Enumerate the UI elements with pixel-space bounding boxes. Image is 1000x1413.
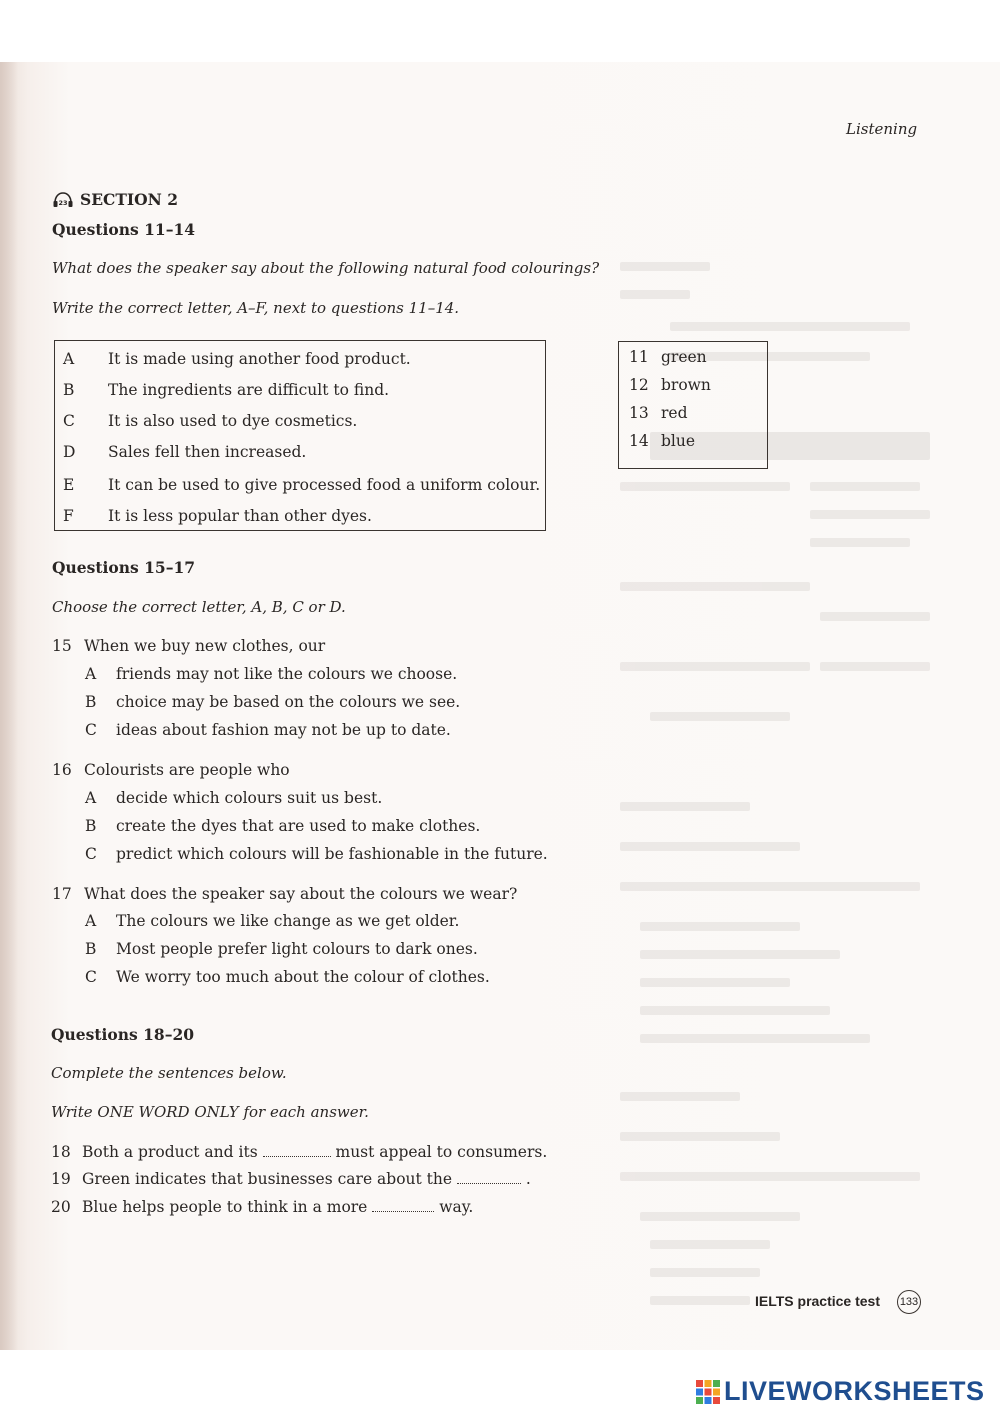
brand-name: LIVEWORKSHEETS: [724, 1376, 985, 1406]
choice-letter: B: [85, 940, 97, 958]
sentence-end: .: [521, 1170, 531, 1188]
choice-text: ideas about fashion may not be up to date.: [116, 721, 451, 739]
audio-track-icon[interactable]: [52, 191, 74, 209]
question-number: 16: [52, 761, 72, 779]
sentence-start: Both a product and its: [82, 1143, 263, 1161]
choice-letter: C: [85, 968, 97, 986]
options-box: [54, 340, 546, 531]
answer-blank-19[interactable]: [457, 1171, 521, 1184]
q18-20-instruction-2: [51, 1103, 369, 1121]
page-shadow-edge: [0, 62, 18, 1350]
choice-text: decide which colours suit us best.: [116, 789, 383, 807]
matching-items-box: [618, 341, 768, 469]
running-head: Listening: [846, 120, 918, 138]
question-stem: Colourists are people who: [84, 761, 290, 779]
section-label: SECTION 2: [80, 190, 178, 209]
brand-logo[interactable]: [696, 1376, 985, 1407]
option-text: Sales fell then increased.: [108, 442, 307, 461]
option-text: The ingredients are difficult to find.: [108, 380, 390, 399]
q15-17-heading: Questions 15–17: [52, 558, 196, 577]
match-item-number: 12: [629, 376, 649, 394]
option-letter: A: [63, 349, 75, 368]
option-text: It is also used to dye cosmetics.: [108, 411, 358, 430]
option-letter: C: [63, 411, 75, 430]
match-item-number: 11: [629, 348, 649, 366]
answer-blank-18[interactable]: [263, 1144, 331, 1157]
sentence-number: 18: [51, 1143, 71, 1161]
option-letter: F: [63, 506, 74, 525]
option-text: It is less popular than other dyes.: [108, 506, 372, 525]
choice-letter: B: [85, 817, 97, 835]
grid-logo-icon: [696, 1380, 720, 1404]
choice-letter: A: [85, 665, 97, 683]
choice-text: Most people prefer light colours to dark ones.: [116, 940, 478, 958]
choice-letter: A: [85, 789, 97, 807]
instruction-prefix: Write: [51, 1103, 98, 1121]
sentence-end: must appeal to consumers.: [330, 1143, 548, 1161]
q11-14-heading: Questions 11–14: [52, 220, 196, 239]
choice-text: choice may be based on the colours we see.: [116, 693, 461, 711]
option-letter: B: [63, 380, 75, 399]
sentence-start: Green indicates that businesses care about the: [82, 1170, 457, 1188]
match-item-word: blue: [661, 432, 696, 450]
footer-label: IELTS practice test: [755, 1293, 881, 1309]
q11-14-instruction-1: What does the speaker say about the following natural food colourings?: [52, 259, 600, 277]
choice-text: We worry too much about the colour of clothes.: [116, 968, 490, 986]
match-item-word: brown: [661, 376, 711, 394]
match-item-word: red: [661, 404, 688, 422]
q11-14-instruction-2: Write the correct letter, A–F, next to questions 11–14.: [52, 299, 460, 317]
option-text: It can be used to give processed food a uniform colour.: [108, 475, 541, 494]
question-stem: When we buy new clothes, our: [84, 637, 326, 655]
choice-letter: C: [85, 721, 97, 739]
instruction-suffix: for each answer.: [238, 1103, 369, 1121]
sentence-number: 20: [51, 1198, 71, 1216]
option-letter: D: [63, 442, 76, 461]
q15-17-instruction: Choose the correct letter, A, B, C or D.: [52, 598, 346, 616]
sentence-number: 19: [51, 1170, 71, 1188]
choice-text: friends may not like the colours we choose.: [116, 665, 458, 683]
choice-letter: B: [85, 693, 97, 711]
question-stem: What does the speaker say about the colours we wear?: [84, 885, 518, 903]
audio-track-number: 23: [58, 198, 68, 207]
sentence-end: way.: [434, 1198, 474, 1216]
choice-text: The colours we like change as we get older.: [116, 912, 460, 930]
q18-20-heading: Questions 18–20: [51, 1025, 195, 1044]
page-number: 133: [897, 1290, 921, 1314]
choice-letter: A: [85, 912, 97, 930]
sentence-start: Blue helps people to think in a more: [82, 1198, 373, 1216]
option-letter: E: [63, 475, 75, 494]
choice-letter: C: [85, 845, 97, 863]
question-number: 15: [52, 637, 72, 655]
option-text: It is made using another food product.: [108, 349, 411, 368]
choice-text: create the dyes that are used to make clothes.: [116, 817, 481, 835]
match-item-word: green: [661, 348, 707, 366]
choice-text: predict which colours will be fashionable in the future.: [116, 845, 548, 863]
match-item-number: 13: [629, 404, 649, 422]
section-title: [52, 190, 178, 209]
q18-20-instruction-1: Complete the sentences below.: [51, 1064, 287, 1082]
question-number: 17: [52, 885, 72, 903]
match-item-number: 14: [629, 432, 649, 450]
answer-blank-20[interactable]: [372, 1199, 434, 1212]
instruction-emphasis: ONE WORD ONLY: [97, 1103, 239, 1121]
